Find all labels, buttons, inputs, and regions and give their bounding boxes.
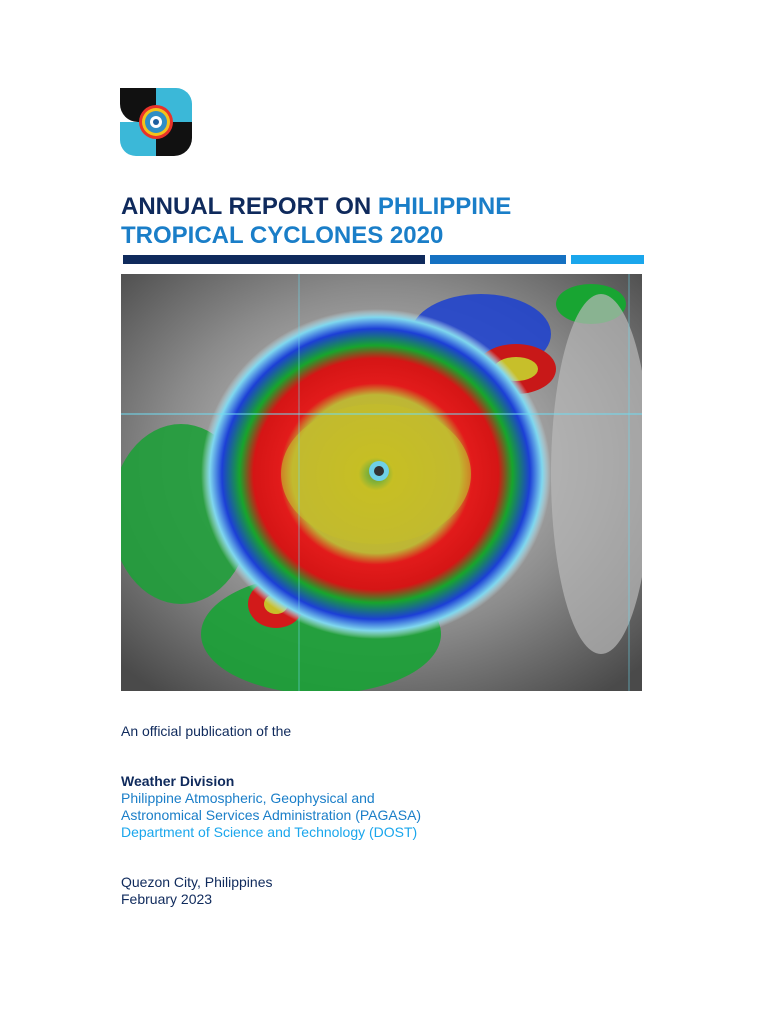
city: Quezon City, Philippines	[121, 874, 273, 890]
title-part2: PHILIPPINE	[377, 193, 512, 220]
pagasa-logo-icon	[120, 88, 192, 156]
report-title	[121, 192, 681, 250]
divider-bar-blue	[430, 255, 566, 264]
divider-bar-light-blue	[571, 255, 644, 264]
title-part1: ANNUAL REPORT ON	[121, 193, 372, 220]
location-block	[121, 874, 272, 908]
division-name: Weather Division	[121, 773, 235, 789]
publication-date: February 2023	[121, 891, 213, 907]
department-name: Department of Science and Technology (DOST)	[121, 824, 418, 840]
organization-block	[121, 773, 421, 841]
publication-intro: An official publication of the	[121, 723, 292, 739]
agency-line1: Philippine Atmospheric, Geophysical and	[121, 790, 375, 806]
title-divider-bars	[123, 255, 644, 264]
satellite-typhoon-image	[121, 274, 642, 691]
divider-bar-navy	[123, 255, 425, 264]
agency-line2: Astronomical Services Administration (PAGASA)	[121, 807, 422, 823]
title-part3: TROPICAL CYCLONES 2020	[121, 222, 444, 249]
